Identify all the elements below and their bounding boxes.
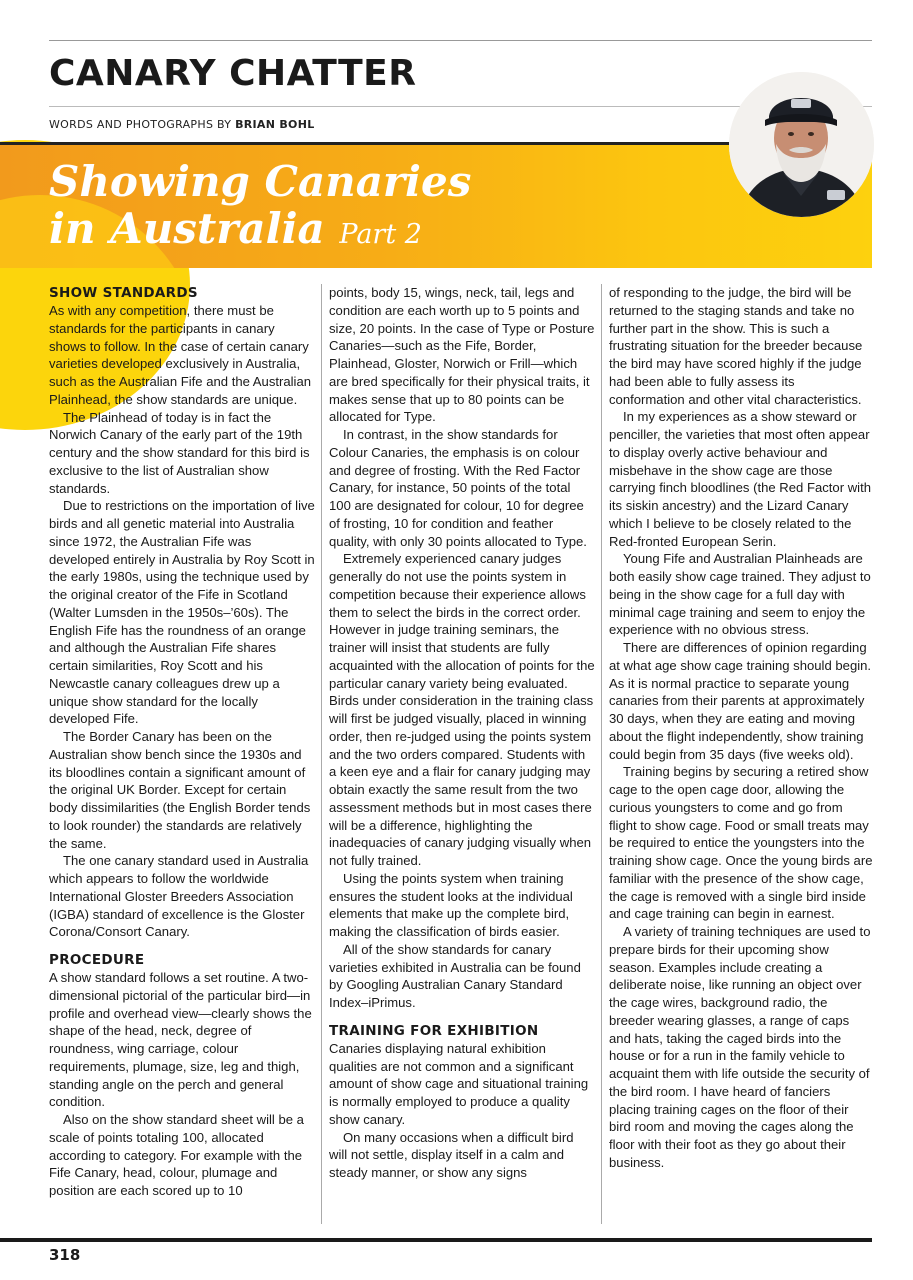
headline-line-2-text: in Australia [49, 204, 325, 253]
paragraph: Canaries displaying natural exhibition qualities are not common and a significant amount of show cage and situational training is normally employed to produce a quality show canary. [329, 1040, 589, 1127]
paragraph: points, body 15, wings, neck, tail, legs and condition are each worth up to 5 points and size, 20 points. In the case of Type or Posture Canaries—such as the Fife, Border, Plainhead, Gloster, Norwich or Frill—which are bred specifically for their physical traits, it makes sense that up to 80 points can be allocated for Type. [329, 285, 595, 425]
paragraph: In my experiences as a show steward or penciller, the varieties that most often appear to display overly active behaviour and misbehave in the show cage are those carrying finch bloodlines (the Red Factor with its siskin ancestry) and the Lizard Canary which I believe to be closely related to the Red-fronted European Serin. [609, 409, 871, 549]
paragraph: The one canary standard used in Australia which appears to follow the worldwide International Gloster Breeders Association (IGBA) standard of excellence is the Gloster Corona/Consort Canary. [49, 853, 309, 940]
banner-top-rule [0, 142, 735, 145]
article-column-2 [329, 284, 595, 1182]
paragraph: A show standard follows a set routine. A two-dimensional pictorial of the particular bird—in profile and overhead view—clearly shows the shape of the head, neck, degree of roundness, wing carriage, colour requirements, plumage, size, leg and thigh, standing angle on the perch and general condition. [49, 970, 312, 1110]
top-divider [49, 40, 872, 41]
byline-prefix: WORDS AND PHOTOGRAPHS BY [49, 118, 232, 131]
page-number: 318 [49, 1246, 81, 1264]
paragraph: On many occasions when a difficult bird will not settle, display itself in a calm and steady manner, or show any signs [329, 1129, 574, 1180]
paragraph: The Border Canary has been on the Australian show bench since the 1930s and its bloodlines contain a significant amount of the original UK Border. Except for certain body dissimilarities (the English Border tends to look rounder) the standards are relatively the same. [49, 729, 311, 851]
paragraph: There are differences of opinion regarding at what age show cage training should begin. As it is normal practice to separate young canaries from their parents at approximately 30 days, when they are eating and moving about the flight independently, show training could begin from 35 days (five weeks old). [609, 640, 872, 762]
column-divider [321, 284, 322, 1224]
paragraph: As with any competition, there must be standards for the participants in canary shows to follow. In the case of certain canary varieties developed exclusively in Australia, such as the Australian Fife and the Australian Plainhead, the show standards are unique. [49, 303, 312, 407]
paragraph: The Plainhead of today is in fact the Norwich Canary of the early part of the 19th century and the show standard for this bird is exclusive to the list of Australian show standards. [49, 409, 310, 496]
paragraph: Also on the show standard sheet will be a scale of points totaling 100, allocated according to category. For example with the Fife Canary, head, colour, plumage and position are each scored up to 10 [49, 1112, 304, 1198]
paragraph: Young Fife and Australian Plainheads are both easily show cage trained. They adjust to being in the show cage for a full day with minimal cage training and seem to enjoy the experience with no obvious stress. [609, 551, 871, 638]
byline [49, 118, 315, 131]
byline-author: BRIAN BOHL [235, 118, 315, 131]
heading-training-for-exhibition: TRAINING FOR EXHIBITION [329, 1022, 539, 1039]
heading-procedure: PROCEDURE [49, 952, 145, 968]
paragraph: A variety of training techniques are used to prepare birds for their upcoming show season. Examples include creating a deliberate noise, like running an object over the cage wires, background radio, the breeder wearing glasses, a range of caps and hats, taking the caged birds into the house or for a run in the family vehicle to acquaint them with life outside the security of the bird room. I have heard of fanciers placing training cages on the floor of their bird room and moving the cages along the floor with their foot as they go about their business. [609, 924, 871, 1170]
headline-line-2 [49, 205, 471, 258]
paragraph: Extremely experienced canary judges generally do not use the points system in competition because their experience allows them to select the birds in the correct order. However in judge training seminars, the trainer will insist that students are fully acquainted with the allocation of points for the particular canary variety being evaluated. Birds under consideration in the training class will first be judged visually, placed in winning order, then re-judged using the points system and the two orders compared. Students with a keen eye and a flair for canary judging may obtain exactly the same result from the two assessment methods but in most cases there will be a difference, highlighting the inadequacies of canary judging visually when not fully trained. [329, 551, 595, 868]
article-column-1 [49, 284, 315, 1200]
headline-line-1: Showing Canaries [49, 157, 472, 206]
section-title: CANARY CHATTER [49, 53, 417, 94]
column-divider [601, 284, 602, 1224]
article-column-3 [609, 284, 873, 1172]
paragraph: Using the points system when training ensures the student looks at the individual elements that make up the complete bird, making the classification of birds easier. [329, 870, 573, 939]
paragraph: All of the show standards for canary varieties exhibited in Australia can be found by Googling Australian Canary Standard Index–iPrimus. [329, 941, 581, 1010]
paragraph: Training begins by securing a retired show cage to the open cage door, allowing the curious youngsters to come and go from flight to show cage. Food or small treats may be required to entice the youngsters into the training show cage. Once the young birds are familiar with the presence of the show cage, the cage is removed with a single bird inside and cage training can begin in earnest. [609, 764, 873, 922]
author-portrait [729, 72, 874, 217]
article-headline [49, 158, 471, 258]
paragraph: Due to restrictions on the importation of live birds and all genetic material into Australia since 1972, the Australian Fife was developed entirely in Australia by Roy Scott in the early 1980s, using the technique used by the original creator of the Fife in Scotland (Walter Lumsden in the 1950s–’60s). The English Fife has the roundness of an orange and although the Australian Fife shares certain similarities, Roy Scott and his Newcastle canary colleagues drew up a unique show standard for the locally developed Fife. [49, 498, 315, 727]
footer-rule [0, 1238, 872, 1242]
paragraph: In contrast, in the show standards for Colour Canaries, the emphasis is on colour and degree of frosting. With the Red Factor Canary, for instance, 50 points of the total 100 are designated for colour, 10 for degree of frosting, 10 for condition and feather quality, with only 30 points allocated to Type. [329, 427, 587, 549]
headline-part: Part 2 [339, 219, 422, 250]
paragraph: of responding to the judge, the bird will be returned to the staging stands and take no further part in the show. This is such a frustrating situation for the breeder because the bird may have scored highly if the judge had been able to fully assess its conformation and other vital characteristics. [609, 285, 863, 407]
heading-show-standards: SHOW STANDARDS [49, 285, 198, 301]
